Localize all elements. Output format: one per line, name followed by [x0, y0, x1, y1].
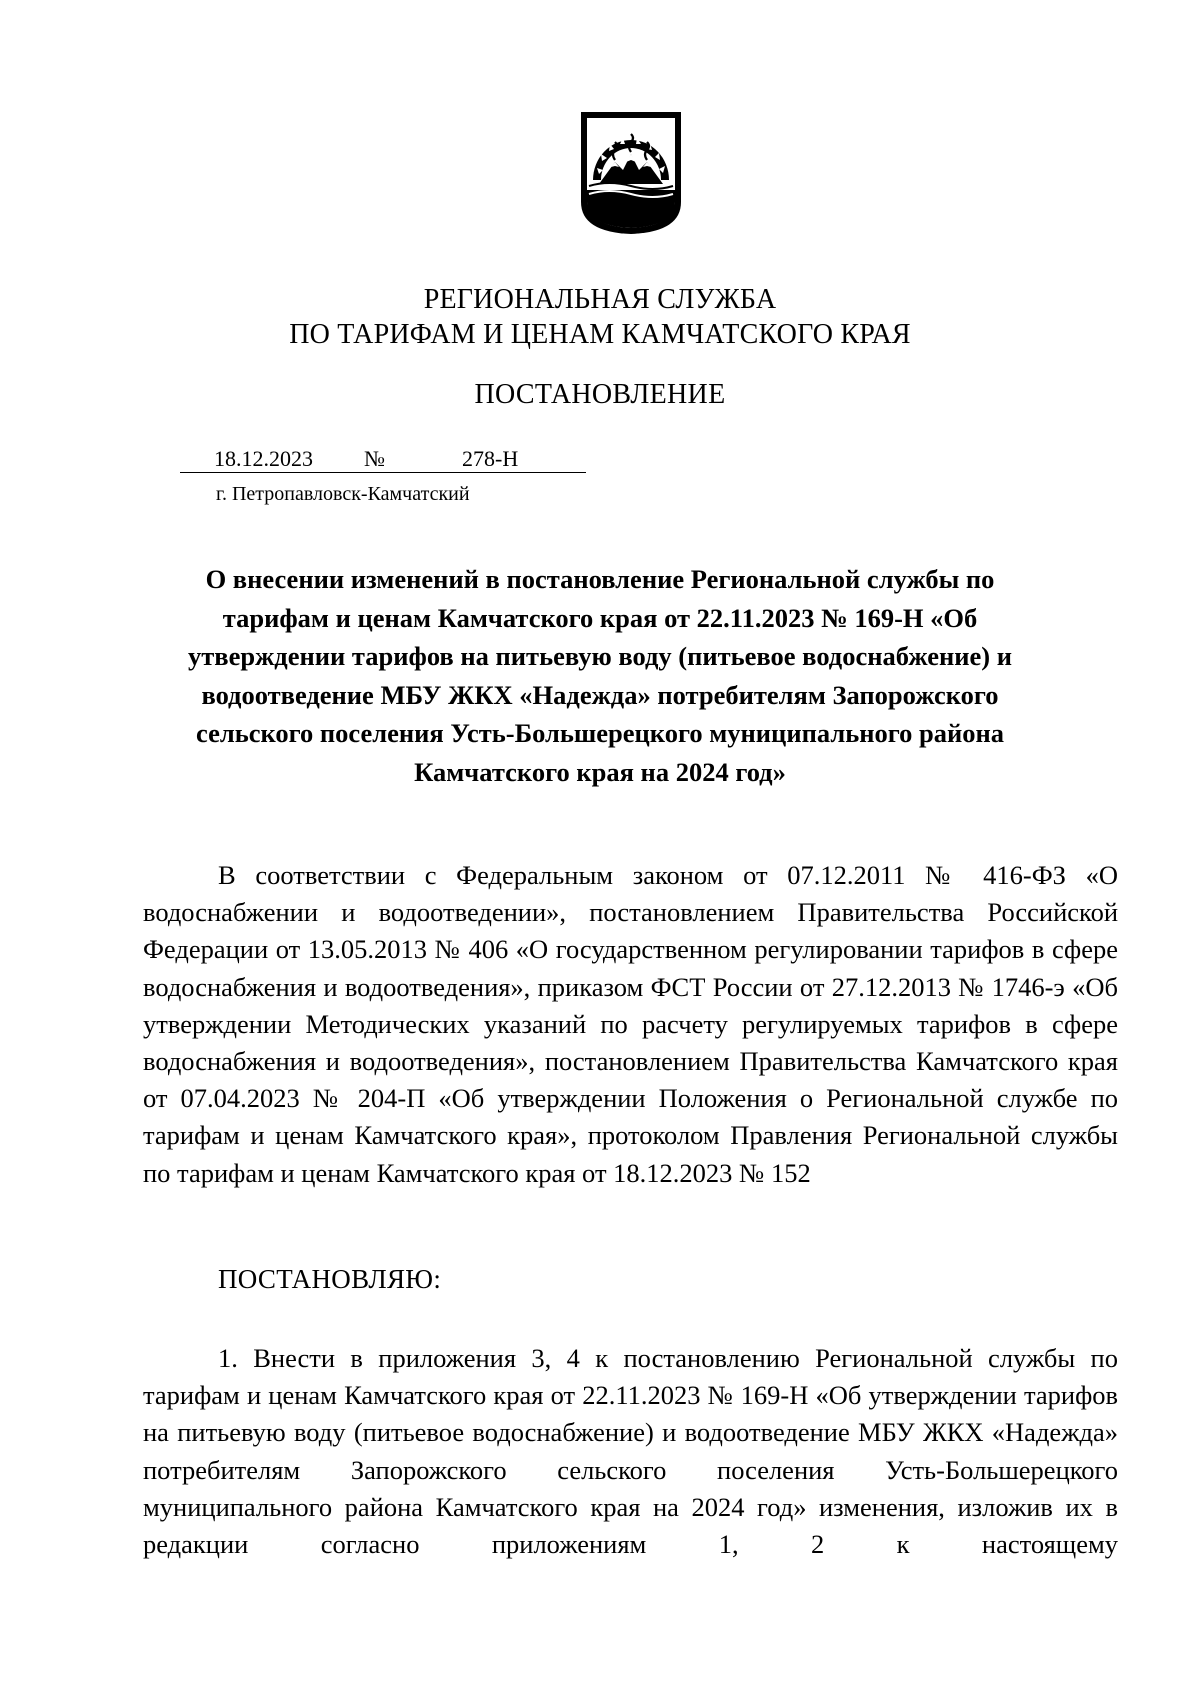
decree-word: ПОСТАНОВЛЯЮ:: [218, 1264, 442, 1294]
organization-name-line2: ПО ТАРИФАМ И ЦЕНАМ КАМЧАТСКОГО КРАЯ: [289, 319, 911, 350]
document-number: 278-Н: [462, 446, 519, 471]
number-sign: №: [364, 446, 385, 471]
item-1-paragraph: 1. Внести в приложения 3, 4 к постановлению Региональной службы по тарифам и ценам Камчатского края от 22.11.2023 № 169-Н «Об утверждении тарифов на питьевую воду (питьевое водоснабжение) и водоотведение МБУ ЖКХ «Надежда» потребителям Запорожского сельского поселения Усть-Большерецкого муниципального района Камчатского края на 2024 год» изменения, изложив их в редакции согласно приложениям 1, 2 к настоящему: [143, 1343, 1118, 1560]
preamble-paragraph: В соответствии с Федеральным законом от 07.12.2011 № 416-ФЗ «О водоснабжении и водоотведении», постановлением Правительства Российской Федерации от 13.05.2013 № 406 «О государственном регулировании тарифов в сфере водоснабжения и водоотведения», приказом ФСТ России от 27.12.2013 № 1746-э «Об утверждении Методических указаний по расчету регулируемых тарифов в сфере водоснабжения и водоотведения», постановлением Правительства Камчатского края от 07.04.2023 № 204-П «Об утверждении Положения о Региональной службе по тарифам и ценам Камчатского края», протоколом Правления Региональной службы по тарифам и ценам Камчатского края от 18.12.2023 № 152: [143, 860, 1118, 1188]
organization-name: [0, 282, 1200, 352]
document-type: ПОСТАНОВЛЕНИЕ: [474, 379, 726, 410]
date-number-underline: [180, 472, 586, 473]
document-date: 18.12.2023: [214, 446, 313, 471]
document-city: г. Петропавловск-Камчатский: [216, 483, 470, 505]
document-title: О внесении изменений в постановление Региональной службы по тарифам и ценам Камчатского края от 22.11.2023 № 169-Н «Об утверждении тарифов на питьевую воду (питьевое водоснабжение) и водоотведение МБУ ЖКХ «Надежда» потребителям Запорожского сельского поселения Усть-Большерецкого муниципального района Камчатского края на 2024 год»: [188, 564, 1012, 787]
organization-name-line1: РЕГИОНАЛЬНАЯ СЛУЖБА: [423, 284, 777, 315]
coat-of-arms-icon: [579, 110, 683, 236]
date-number-line: [180, 446, 586, 476]
